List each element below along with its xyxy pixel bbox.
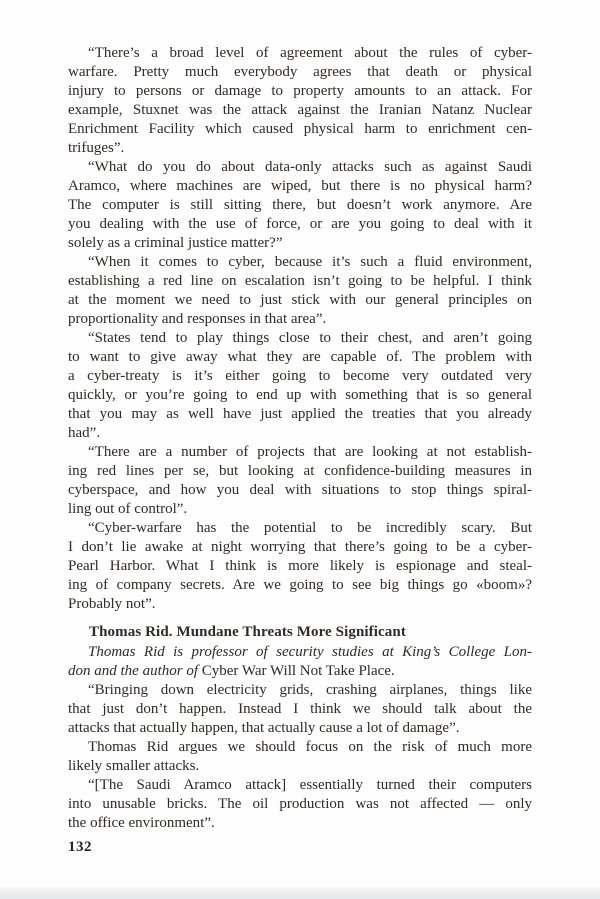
- text-line: solely as a criminal justice matter?”: [68, 235, 283, 251]
- text-line: had”.: [68, 425, 101, 441]
- text-line: injury to persons or damage to property amounts to an attack. For: [68, 83, 532, 99]
- paragraph: [68, 44, 532, 158]
- text-line: “When it comes to cyber, because it’s such a fluid environment,: [88, 254, 532, 270]
- italic-text: Thomas Rid is professor of security studies at King’s College Lon-: [88, 644, 532, 660]
- italic-text: don and the author of: [68, 663, 202, 679]
- text-line: quickly, or you’re going to end up with something that is so general: [68, 387, 532, 403]
- text-line: proportionality and responses in that area”.: [68, 311, 327, 327]
- page-number: 132: [68, 839, 92, 855]
- text-line: ing of company secrets. Are we going to see big things go «boom»?: [68, 577, 532, 593]
- text-line: Probably not”.: [68, 596, 156, 612]
- text-line: “There’s a broad level of agreement about the rules of cyber-: [88, 45, 532, 61]
- paragraph: [68, 681, 532, 738]
- text-line: I don’t lie awake at night worrying that there’s going to be a cyber-: [68, 539, 532, 555]
- text-line: trifuges”.: [68, 140, 125, 156]
- text-line: warfare. Pretty much everybody agrees that death or physical: [68, 64, 532, 80]
- text-line: Pearl Harbor. What I think is more likely is espionage and steal-: [68, 558, 532, 574]
- text-line: “[The Saudi Aramco attack] essentially turned their computers: [88, 777, 532, 793]
- paragraph: [68, 643, 532, 681]
- section-heading: Thomas Rid. Mundane Threats More Significant: [89, 624, 406, 640]
- paragraph: [68, 776, 532, 833]
- text-line: attacks that actually happen, that actually cause a lot of damage”.: [68, 720, 460, 736]
- text-block: [68, 44, 532, 833]
- paragraph: [68, 253, 532, 329]
- text-line: ing red lines per se, but looking at confidence-building measures in: [68, 463, 532, 479]
- text-line: you dealing with the use of force, or are you going to deal with it: [68, 216, 532, 232]
- text-line: “States tend to play things close to their chest, and aren’t going: [88, 330, 532, 346]
- text-line: “There are a number of projects that are looking at not establish-: [88, 444, 532, 460]
- paragraph: [68, 443, 532, 519]
- paragraph: [68, 158, 532, 253]
- text-line: the office environment”.: [68, 815, 215, 831]
- page-bottom-edge-shadow: [0, 886, 600, 899]
- text-line: to want to give away what they are capable of. The problem with: [68, 349, 532, 365]
- paragraph: [68, 738, 532, 776]
- text-line: establishing a red line on escalation isn’t going to be helpful. I think: [68, 273, 532, 289]
- paragraph: [68, 519, 532, 614]
- text-line: [68, 643, 532, 662]
- text-line: likely smaller attacks.: [68, 758, 200, 774]
- text-line: into unusable bricks. The oil production was not affected — only: [68, 796, 532, 812]
- text-line: that you may as well have just applied the treaties that you already: [68, 406, 532, 422]
- text-line: Aramco, where machines are wiped, but there is no physical harm?: [68, 178, 532, 194]
- text-line: that just don’t happen. Instead I think we should talk about the: [68, 701, 532, 717]
- text-line: “Cyber-warfare has the potential to be incredibly scary. But: [88, 520, 532, 536]
- text-line: “What do you do about data-only attacks such as against Saudi: [88, 159, 532, 175]
- text-line: ling out of control”.: [68, 501, 188, 517]
- text-line: example, Stuxnet was the attack against the Iranian Natanz Nuclear: [68, 102, 532, 118]
- text-line: Enrichment Facility which caused physical harm to enrichment cen-: [68, 121, 532, 137]
- text-line: a cyber-treaty is it’s either going to become very outdated very: [68, 368, 532, 384]
- text-line: cyberspace, and how you deal with situations to stop things spiral-: [68, 482, 532, 498]
- text-line: The computer is still sitting there, but doesn’t work anymore. Are: [68, 197, 532, 213]
- text-line: “Bringing down electricity grids, crashing airplanes, things like: [88, 682, 532, 698]
- text-line: Thomas Rid argues we should focus on the risk of much more: [88, 739, 532, 755]
- book-title-text: Cyber War Will Not Take Place.: [201, 663, 395, 679]
- paragraph: [68, 329, 532, 443]
- text-line: at the moment we need to just stick with our general principles on: [68, 292, 532, 308]
- text-line: [68, 662, 532, 681]
